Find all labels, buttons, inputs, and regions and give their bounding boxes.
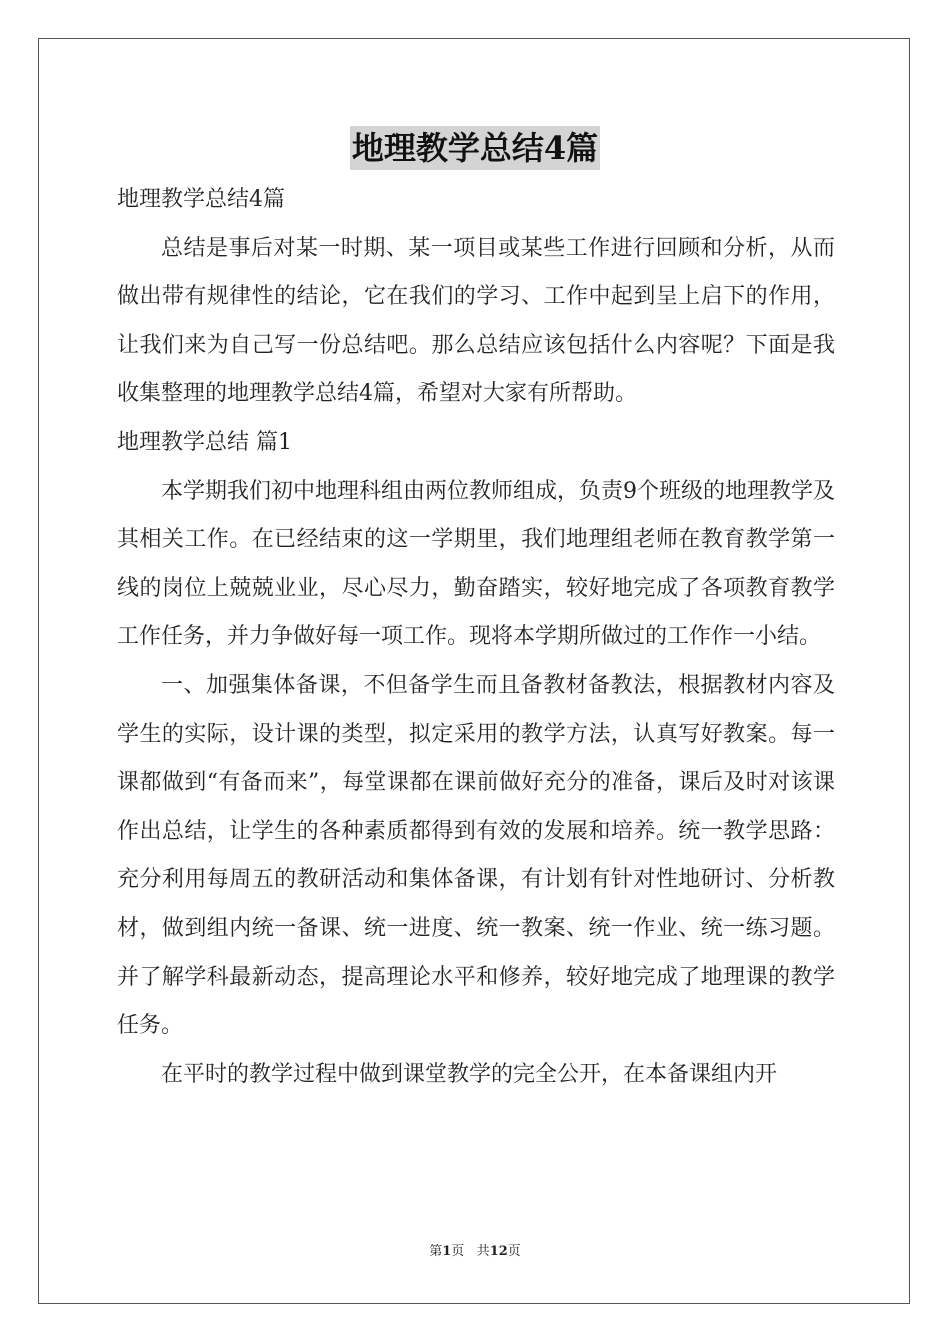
title-wrap — [0, 126, 950, 170]
footer-page-unit: 页 — [451, 1244, 465, 1259]
document-body — [117, 176, 835, 1099]
paragraph: 一、加强集体备课，不但备学生而且备教材备教法，根据教材内容及学生的实际，设计课的类型，拟定采用的教学方法，认真写好教案。每一课都做到“有备而来”，每堂课都在课前做好充分的准备，课后及时对该课作出总结，让学生的各种素质都得到有效的发展和培养。统一教学思路：充分利用每周五的教研活动和集体备课，有计划有针对性地研讨、分析教材，做到组内统一备课、统一进度、统一教案、统一作业、统一练习题。并了解学科最新动态，提高理论水平和修养，较好地完成了地理课的教学任务。 — [117, 672, 835, 1039]
footer-total-prefix: 共 — [476, 1244, 490, 1259]
document-title: 地理教学总结4篇 — [350, 126, 600, 170]
paragraph: 本学期我们初中地理科组由两位教师组成，负责9个班级的地理教学及其相关工作。在已经结束的这一学期里，我们地理组老师在教育教学第一线的岗位上兢兢业业，尽心尽力，勤奋踏实，较好地完成了各项教育教学工作任务，并力争做好每一项工作。现将本学期所做过的工作作一小结。 — [117, 478, 835, 650]
section-heading: 地理教学总结 篇1 — [117, 429, 292, 455]
current-page-number: 1 — [442, 1244, 452, 1259]
paragraph: 总结是事后对某一时期、某一项目或某些工作进行回顾和分析，从而做出带有规律性的结论，它在我们的学习、工作中起到呈上启下的作用，让我们来为自己写一份总结吧。那么总结应该包括什么内容呢？下面是我收集整理的地理教学总结4篇，希望对大家有所帮助。 — [117, 235, 835, 407]
total-page-count: 12 — [489, 1244, 508, 1259]
page-footer — [0, 1240, 950, 1259]
footer-total-unit: 页 — [507, 1244, 521, 1259]
footer-prefix: 第 — [429, 1244, 443, 1259]
paragraph: 在平时的教学过程中做到课堂教学的完全公开，在本备课组内开 — [161, 1061, 778, 1087]
paragraph: 地理教学总结4篇 — [117, 187, 285, 212]
